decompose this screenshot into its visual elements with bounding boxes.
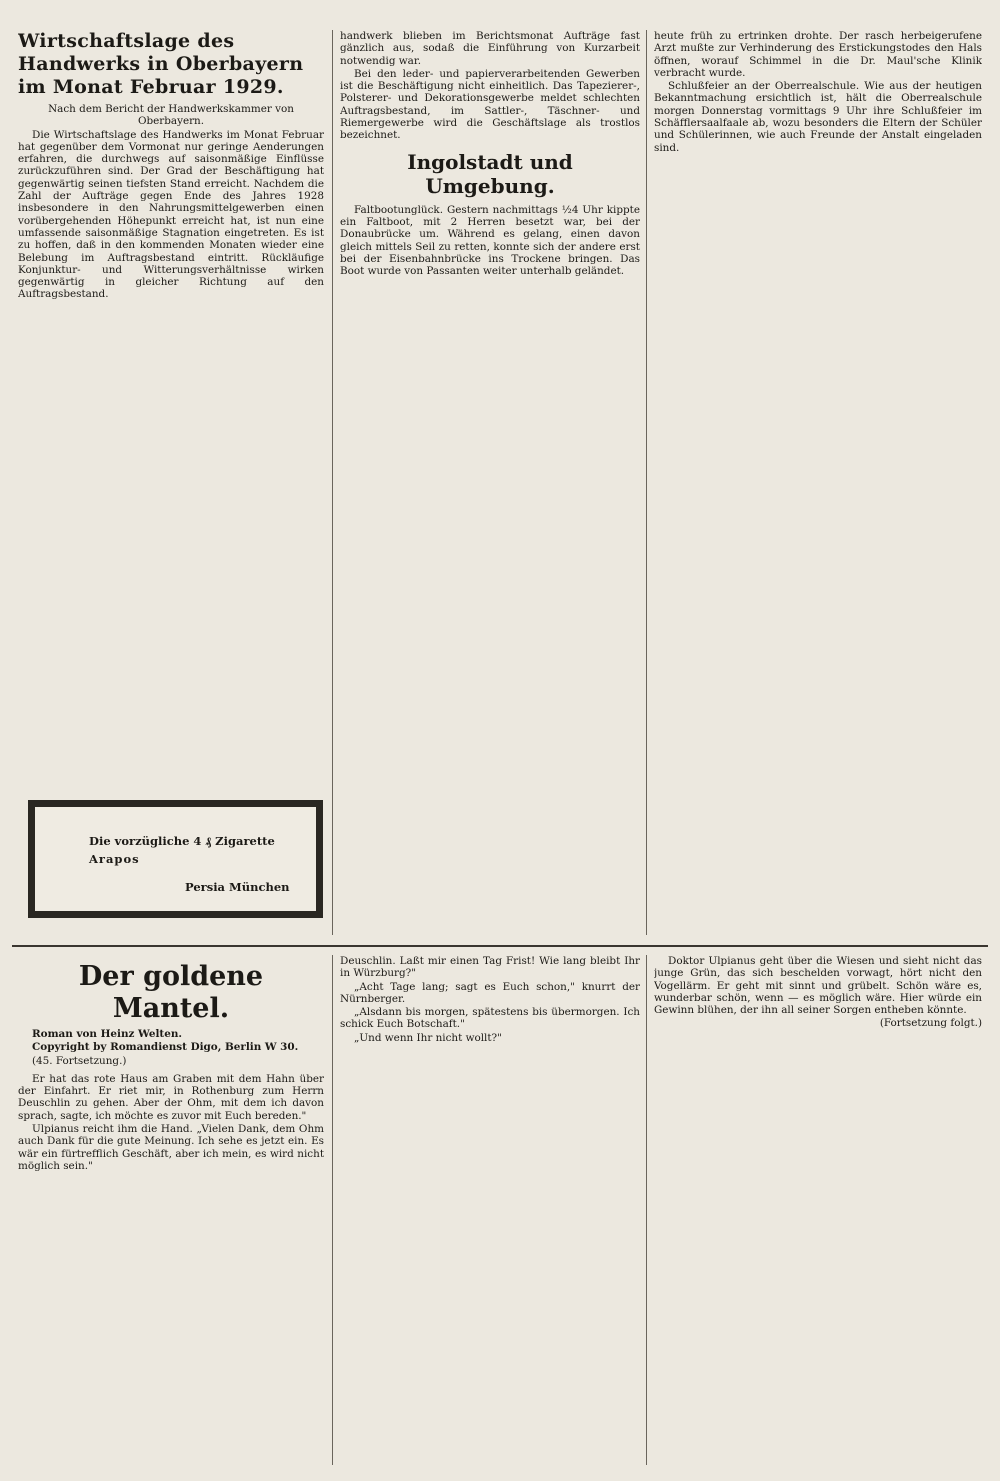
novel-paragraph: „Acht Tage lang; sagt es Euch schon," knurrt der Nürnberger. [340, 980, 640, 1005]
novel-installment: (45. Fortsetzung.) [32, 1054, 127, 1067]
novel-paragraph: Ulpianus reicht ihm die Hand. „Vielen Dank, dem Ohm auch Dank für die gute Meinung. Ich sehe es jetzt ein. Es wär ein fürtrefflich Geschäft, aber ich mein, es wird nicht möglich sein." [18, 1123, 324, 1172]
novel-paragraph: „Und wenn Ihr nicht wollt?" [354, 1031, 502, 1044]
novel-paragraph: „Alsdann bis morgen, spätestens bis übermorgen. Ich schick Euch Botschaft." [340, 1006, 640, 1031]
local-news-paragraph: Schlußfeier an der Oberrealschule. Wie aus der heutigen Bekanntmachung ersichtlich ist, hält die Oberrealschule morgen Donnerstag vormittags 9 Uhr ihre Schlußfeier im Schäfflersaalfaale ab, wozu besonders die Eltern der Schüler und Schülerinnen, wie auch Freunde der Anstalt eingeladen sind. [654, 80, 982, 154]
article-paragraph: Bei den leder- und papierverarbeitenden Gewerben ist die Beschäftigung nicht einheitlich. Das Tapezierer-, Polsterer- und Dekorationsgewerbe meldet schlechten Auftragsbestand, im Sattler-, Täschner- und Riemergewerbe wird die Geschäftslage als trostlos bezeichnet. [340, 67, 640, 142]
novel-paragraph: Er hat das rote Haus am Graben mit dem Hahn über der Einfahrt. Er riet mir, in Rothenburg zum Herrn Deuschlin zu gehen. Aber der Ohm, mit dem ich davon sprach, sagte, ich möchte es zuvor mit Euch bereden." [18, 1072, 324, 1122]
novel-column-3 [654, 955, 982, 1465]
local-news-paragraph: heute früh zu ertrinken drohte. Der rasch herbeigerufene Arzt mußte zur Verhinderung des Erstickungstodes den Hals öffnen, worauf Schimmel in die Dr. Maul'sche Klinik verbracht wurde. [654, 30, 982, 79]
article-title: Wirtschaftslage des Handwerks in Oberbayern im Monat Februar 1929. [18, 30, 304, 98]
article-paragraph: Die Wirtschaftslage des Handwerks im Monat Februar hat gegenüber dem Vormonat nur geringe Aenderungen erfahren, die durchwegs auf saisonmäßige Einflüsse zurückzuführen sind. Der Grad der Beschäftigung hat gegenwärtig seinen tiefsten Stand erreicht. Nachdem die Zahl der Aufträge gegen Ende des Jahres 1928 insbesondere in den Nahrungsmittelgewerben einen vorübergehenden Höhepunkt erreicht hat, ist nun eine umfassende saisonmäßige Stagnation eingetreten. Es ist zu hoffen, daß in den kommenden Monaten wieder eine Belebung im Auftragsbestand eintritt. Rückläufige Konjunktur- und Witterungsverhältnisse wirken gegenwärtig in gleicher Richtung auf den Auftragsbestand. [18, 128, 324, 301]
article-source: Nach dem Bericht der Handwerkskammer von Oberbayern. [48, 103, 294, 128]
cigarette-advertisement [28, 800, 323, 918]
section-rule [12, 945, 988, 947]
article-paragraph: handwerk blieben im Berichtsmonat Aufträge fast gänzlich aus, sodaß die Einführung von Kurzarbeit notwendig war. [340, 30, 640, 67]
column-divider [332, 955, 333, 1465]
novel-title: Der goldene Mantel. [78, 961, 264, 1024]
novel-continued-note: (Fortsetzung folgt.) [879, 1017, 982, 1030]
novel-byline: Roman von Heinz Welten. [32, 1028, 183, 1040]
ad-maker: Persia München [185, 880, 290, 894]
ad-brand: Arapos [89, 852, 140, 866]
novel-paragraph: Doktor Ulpianus geht über die Wiesen und sieht nicht das junge Grün, das sich beschelden vorwagt, hört nicht den Vogellärm. Er geht mit sinnt und grübelt. Schön wäre es, wunderbar schön, wenn — es möglich wäre. Hier würde ein Gewinn blühen, der ihn all seiner Sorgen entheben könnte. [654, 955, 982, 1017]
novel-copyright: Copyright by Romandienst Digo, Berlin W 30. [32, 1041, 299, 1054]
ad-line: Die vorzügliche 4 ₰ Zigarette [89, 834, 275, 848]
local-news-paragraph: Faltbootunglück. Gestern nachmittags ½4 Uhr kippte ein Faltboot, mit 2 Herren besetzt war, bei der Donaubrücke um. Während es gelang, einen davon gleich mittels Seil zu retten, konnte sich der andere erst bei der Eisenbahnbrücke ins Trockene bringen. Das Boot wurde von Passanten weiter unterhalb geländet. [340, 203, 640, 278]
novel-paragraph: Deuschlin. Laßt mir einen Tag Frist! Wie lang bleibt Ihr in Würzburg?" [340, 955, 640, 980]
article-wirtschaftslage [18, 30, 324, 790]
novel-column-2 [340, 955, 640, 1465]
article-continued [340, 30, 640, 935]
local-news-column [654, 30, 982, 935]
section-title: Ingolstadt und Umgebung. [407, 149, 573, 198]
novel-column-1 [18, 955, 324, 1465]
column-divider [646, 30, 647, 935]
column-divider [332, 30, 333, 935]
column-divider [646, 955, 647, 1465]
